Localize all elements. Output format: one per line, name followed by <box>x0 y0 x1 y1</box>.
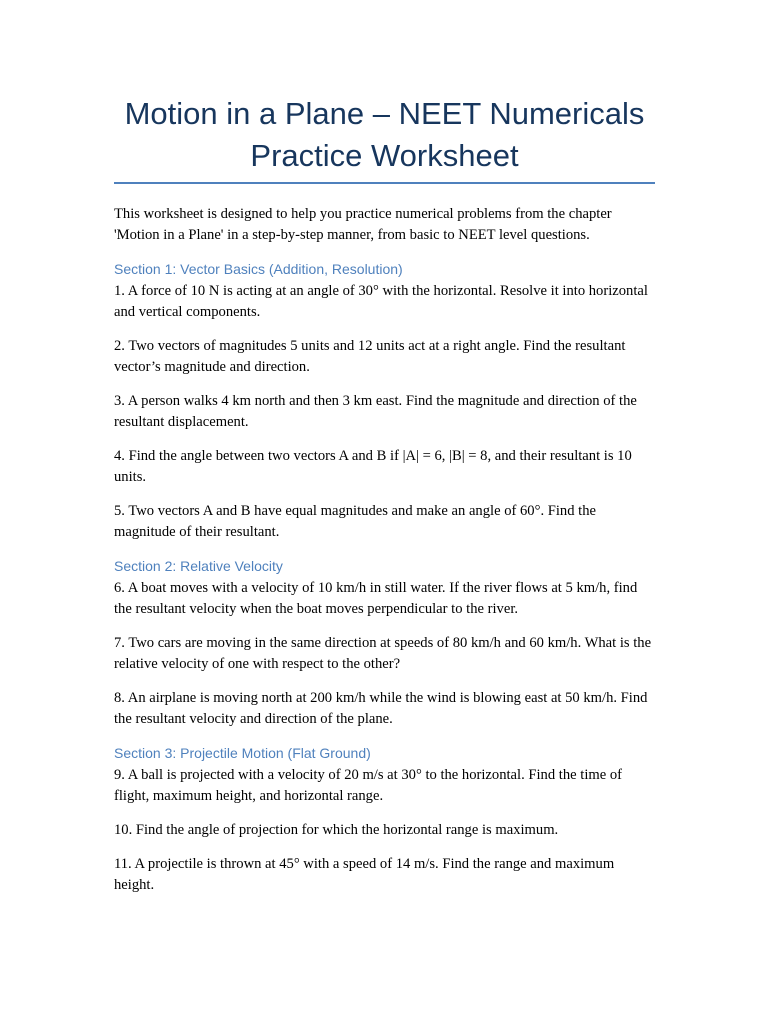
question-item: 6. A boat moves with a velocity of 10 km/h in still water. If the river flows at 5 km/h, find the resultant velocity when the boat moves perpendicular to the river. <box>114 580 638 617</box>
section-projectile-motion <box>114 743 655 896</box>
section-relative-velocity <box>114 556 655 730</box>
question-item: 2. Two vectors of magnitudes 5 units and 12 units act at a right angle. Find the resultant vector’s magnitude and direction. <box>114 338 626 375</box>
page-title: Motion in a Plane – NEET Numericals Practice Worksheet <box>124 96 645 173</box>
question-item: 4. Find the angle between two vectors A and B if |A| = 6, |B| = 8, and their resultant is 10 units. <box>114 448 632 485</box>
worksheet-page <box>114 0 655 909</box>
section-heading: Section 1: Vector Basics (Addition, Resolution) <box>114 261 403 277</box>
question-item: 8. An airplane is moving north at 200 km/h while the wind is blowing east at 50 km/h. Find the resultant velocity and direction of the plane. <box>114 690 648 727</box>
question-item: 1. A force of 10 N is acting at an angle of 30° with the horizontal. Resolve it into horizontal and vertical components. <box>114 283 648 320</box>
question-item: 7. Two cars are moving in the same direction at speeds of 80 km/h and 60 km/h. What is the relative velocity of one with respect to the other? <box>114 635 652 672</box>
title-divider <box>114 182 655 184</box>
question-item: 5. Two vectors A and B have equal magnitudes and make an angle of 60°. Find the magnitude of their resultant. <box>114 503 596 540</box>
question-item: 11. A projectile is thrown at 45° with a speed of 14 m/s. Find the range and maximum height. <box>114 856 615 893</box>
section-vector-basics <box>114 259 655 543</box>
question-item: 9. A ball is projected with a velocity of 20 m/s at 30° to the horizontal. Find the time of flight, maximum height, and horizontal range. <box>114 767 623 804</box>
question-item: 10. Find the angle of projection for which the horizontal range is maximum. <box>114 822 559 838</box>
question-item: 3. A person walks 4 km north and then 3 km east. Find the magnitude and direction of the resultant displacement. <box>114 393 637 430</box>
intro-paragraph: This worksheet is designed to help you practice numerical problems from the chapter 'Motion in a Plane' in a step-by-step manner, from basic to NEET level questions. <box>114 206 612 243</box>
section-heading: Section 3: Projectile Motion (Flat Ground) <box>114 745 371 761</box>
section-heading: Section 2: Relative Velocity <box>114 558 283 574</box>
